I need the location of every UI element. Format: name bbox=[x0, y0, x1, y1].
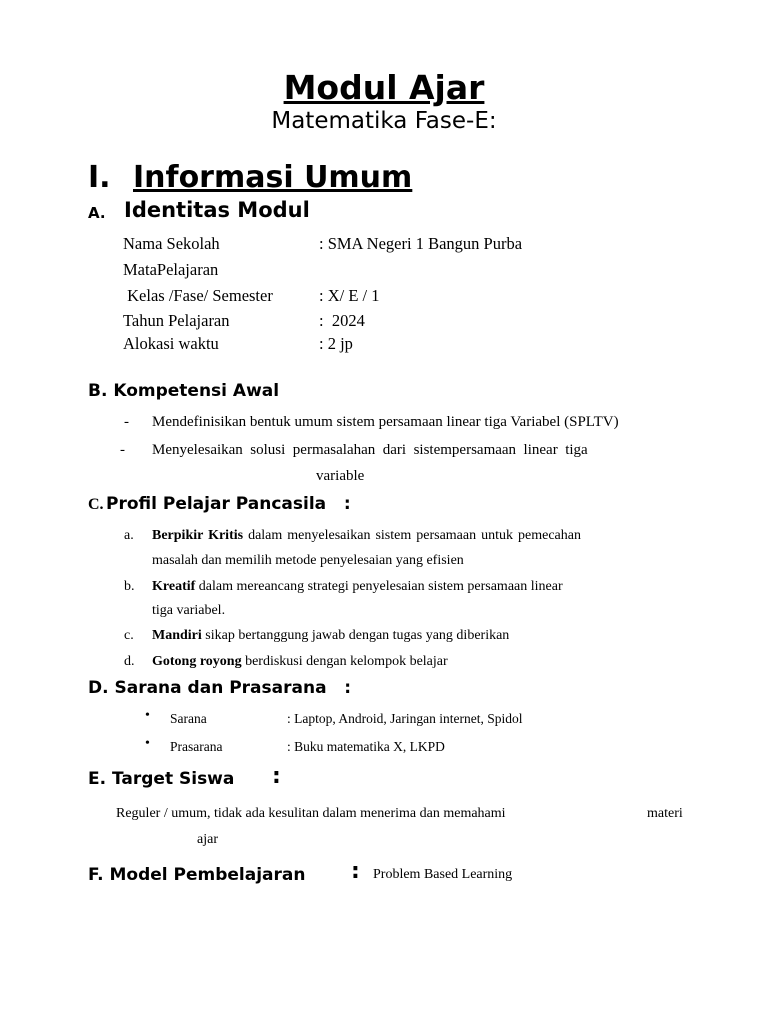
subsection-title: Identitas Modul bbox=[124, 198, 310, 222]
page-subtitle: Matematika Fase-E: bbox=[271, 108, 497, 134]
facility-value: : Buku matematika X, LKPD bbox=[287, 739, 445, 754]
list-marker: c. bbox=[124, 628, 134, 643]
identity-label: Tahun Pelajaran bbox=[123, 311, 230, 330]
section-heading-c: Profil Pelajar Pancasila : bbox=[106, 494, 351, 514]
list-item: Mendefinisikan bentuk umum sistem persamaan linear tiga Variabel (SPLTV) bbox=[152, 414, 619, 430]
list-item-continuation: variable bbox=[316, 468, 365, 484]
target-text-end: materi bbox=[647, 806, 683, 821]
identity-value: : 2024 bbox=[319, 311, 365, 330]
section-heading-f: F. Model Pembelajaran bbox=[88, 865, 306, 885]
identity-label: Alokasi waktu bbox=[123, 334, 219, 353]
list-item: Gotong royong berdiskusi dengan kelompok belajar bbox=[152, 654, 448, 669]
colon-mark: : bbox=[351, 859, 360, 884]
subsection-marker: A. bbox=[88, 204, 106, 222]
section-heading-d: D. Sarana dan Prasarana : bbox=[88, 678, 352, 698]
section-heading-b: B. Kompetensi Awal bbox=[88, 381, 280, 401]
colon-mark: : bbox=[272, 764, 281, 789]
section-number: I. bbox=[88, 160, 111, 195]
bullet-icon: • bbox=[145, 708, 150, 723]
bullet-icon: • bbox=[145, 736, 150, 751]
facility-label: Prasarana bbox=[170, 739, 223, 754]
identity-value: : SMA Negeri 1 Bangun Purba bbox=[319, 234, 523, 253]
list-item-continuation: tiga variabel. bbox=[152, 603, 226, 618]
learning-model-value: Problem Based Learning bbox=[373, 867, 513, 882]
list-item: Menyelesaikan solusi permasalahan dari sistempersamaan linear tiga bbox=[152, 442, 588, 458]
list-marker: a. bbox=[124, 528, 134, 543]
list-item: Mandiri sikap bertanggung jawab dengan tugas yang diberikan bbox=[152, 628, 510, 643]
target-text-continuation: ajar bbox=[197, 832, 218, 847]
list-item-continuation: masalah dan memilih metode penyelesaian yang efisien bbox=[152, 553, 464, 568]
list-marker: d. bbox=[124, 654, 135, 669]
facility-value: : Laptop, Android, Jaringan internet, Spidol bbox=[287, 711, 523, 726]
list-item: Kreatif dalam mereancang strategi penyelesaian sistem persamaan linear bbox=[152, 579, 563, 594]
list-marker: - bbox=[124, 414, 129, 430]
page-title: Modul Ajar bbox=[283, 68, 485, 107]
list-item: Berpikir Kritis dalam menyelesaikan sistem persamaan untuk pemecahan bbox=[152, 528, 581, 543]
facility-label: Sarana bbox=[170, 711, 207, 726]
identity-value: : X/ E / 1 bbox=[319, 286, 380, 305]
identity-label: Nama Sekolah bbox=[123, 234, 220, 253]
list-marker: - bbox=[120, 442, 125, 458]
identity-label: MataPelajaran bbox=[123, 260, 219, 279]
list-marker: b. bbox=[124, 579, 135, 594]
section-title: Informasi Umum bbox=[133, 160, 413, 195]
identity-label: Kelas /Fase/ Semester bbox=[123, 286, 273, 305]
section-heading-e: E. Target Siswa bbox=[88, 769, 235, 789]
section-marker-c: C. bbox=[88, 496, 104, 513]
identity-value: : 2 jp bbox=[319, 334, 353, 353]
target-text: Reguler / umum, tidak ada kesulitan dalam menerima dan memahami bbox=[116, 806, 506, 821]
